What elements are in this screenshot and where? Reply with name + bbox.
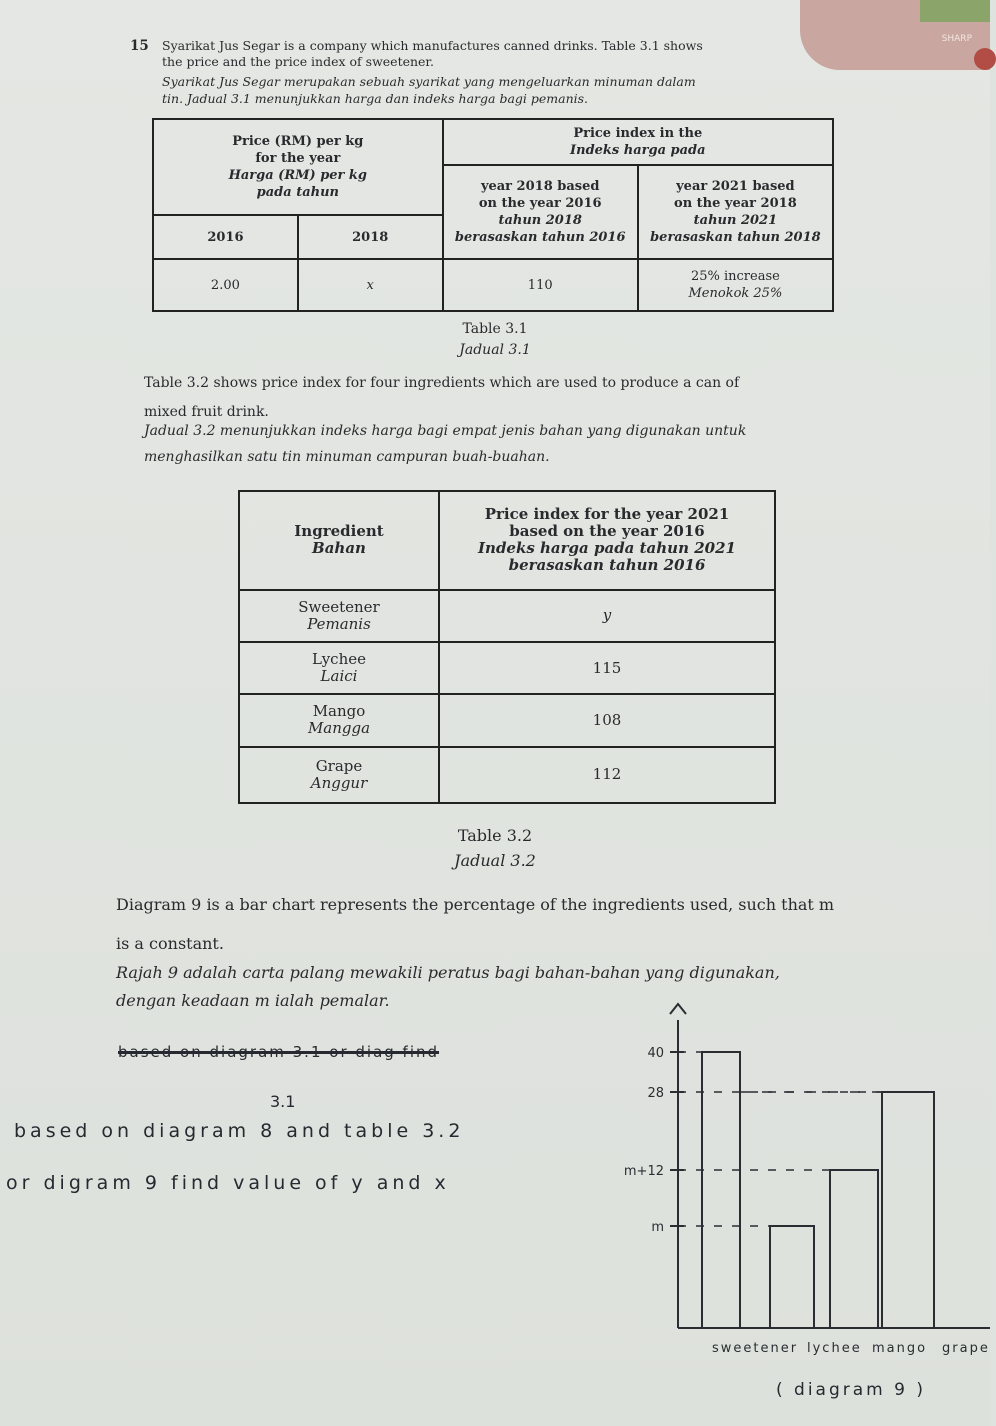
bar-sweetener [702,1052,740,1328]
index-2018-cell: 110 [443,259,638,311]
price-header-cell: Price (RM) per kg for the year Harga (RM) per kg pada tahun [153,119,443,215]
table-row: Mango Mangga 108 [239,694,775,746]
para2-ms-1: Jadual 3.2 menunjukkan indeks harga bagi empat jenis bahan yang digunakan untuk [144,423,747,439]
para3-en-2: is a constant. [116,934,224,953]
table-row: Sweetener Pemanis y [239,590,775,642]
question-number: 15 [130,38,149,54]
note-line-3: or digram 9 find value of y and x [6,1172,450,1194]
table-3-2 [238,490,776,804]
crossed-out-note: based on diagram 3.1 or diag find [118,1043,440,1061]
y-axis-arrow [670,1004,686,1014]
pen-cap [974,48,996,70]
price-2018-cell: x [298,259,443,311]
index-2018-header: year 2018 based on the year 2016 tahun 2018 berasaskan tahun 2016 [443,165,638,259]
bar-lychee [770,1226,814,1328]
para2-en-1: Table 3.2 shows price index for four ingredients which are used to produce a can of [144,375,740,391]
index-2021-header: year 2021 based on the year 2018 tahun 2021 berasaskan tahun 2018 [638,165,833,259]
table-3-1 [152,118,834,312]
y-tick-label: m [651,1220,664,1235]
category-label: lychee [807,1341,862,1356]
para3-ms-1: Rajah 9 adalah carta palang mewakili peratus bagi bahan-bahan yang digunakan, [116,963,780,982]
intro-ms-1: Syarikat Jus Segar merupakan sebuah syarikat yang mengeluarkan minuman dalam [162,74,696,89]
category-label: sweetener [712,1341,799,1356]
category-label: grape [942,1341,990,1356]
price-index-header: Price index for the year 2021 based on the year 2016 Indeks harga pada tahun 2021 berasaskan tahun 2016 [439,491,775,590]
table-row: Lychee Laici 115 [239,642,775,694]
y-tick-label: 40 [647,1046,664,1061]
para3-en-1: Diagram 9 is a bar chart represents the percentage of the ingredients used, such that m [116,895,835,914]
intro-ms-2: tin. Jadual 3.1 menunjukkan harga dan indeks harga bagi pemanis. [162,91,589,106]
para2-en-2: mixed fruit drink. [144,404,269,420]
table-3-2-caption-ms: Jadual 3.2 [454,851,536,870]
calculator-corner: SHARP [800,0,990,70]
ingredient-header: Ingredient Bahan [239,491,439,590]
category-label: mango [872,1341,928,1356]
y-tick-label: 28 [647,1086,664,1101]
note-line-2: based on diagram 8 and table 3.2 [14,1120,465,1142]
para3-ms-2: dengan keadaan m ialah pemalar. [116,991,390,1010]
index-header-cell: Price index in the Indeks harga pada [443,119,833,165]
bar-mango [830,1170,878,1328]
y-tick-label: m+12 [623,1164,664,1179]
intro-en-2: the price and the price index of sweetener. [162,54,435,69]
diagram-caption: ( diagram 9 ) [776,1380,926,1400]
table-3-1-caption-ms: Jadual 3.1 [459,342,531,358]
note-3-1: 3.1 [270,1092,296,1111]
para2-ms-2: menghasilkan satu tin minuman campuran buah-buahan. [144,449,550,465]
year-2018-header: 2018 [298,215,443,259]
table-3-1-caption-en: Table 3.1 [462,321,528,337]
intro-en-1: Syarikat Jus Segar is a company which manufactures canned drinks. Table 3.1 shows [162,38,703,53]
year-2016-header: 2016 [153,215,298,259]
bar-grape [882,1092,934,1328]
bar-chart [623,1000,990,1420]
table-row: Grape Anggur 112 [239,747,775,803]
price-2016-cell: 2.00 [153,259,298,311]
table-3-2-caption-en: Table 3.2 [457,826,533,845]
index-2021-cell: 25% increase Menokok 25% [638,259,833,311]
